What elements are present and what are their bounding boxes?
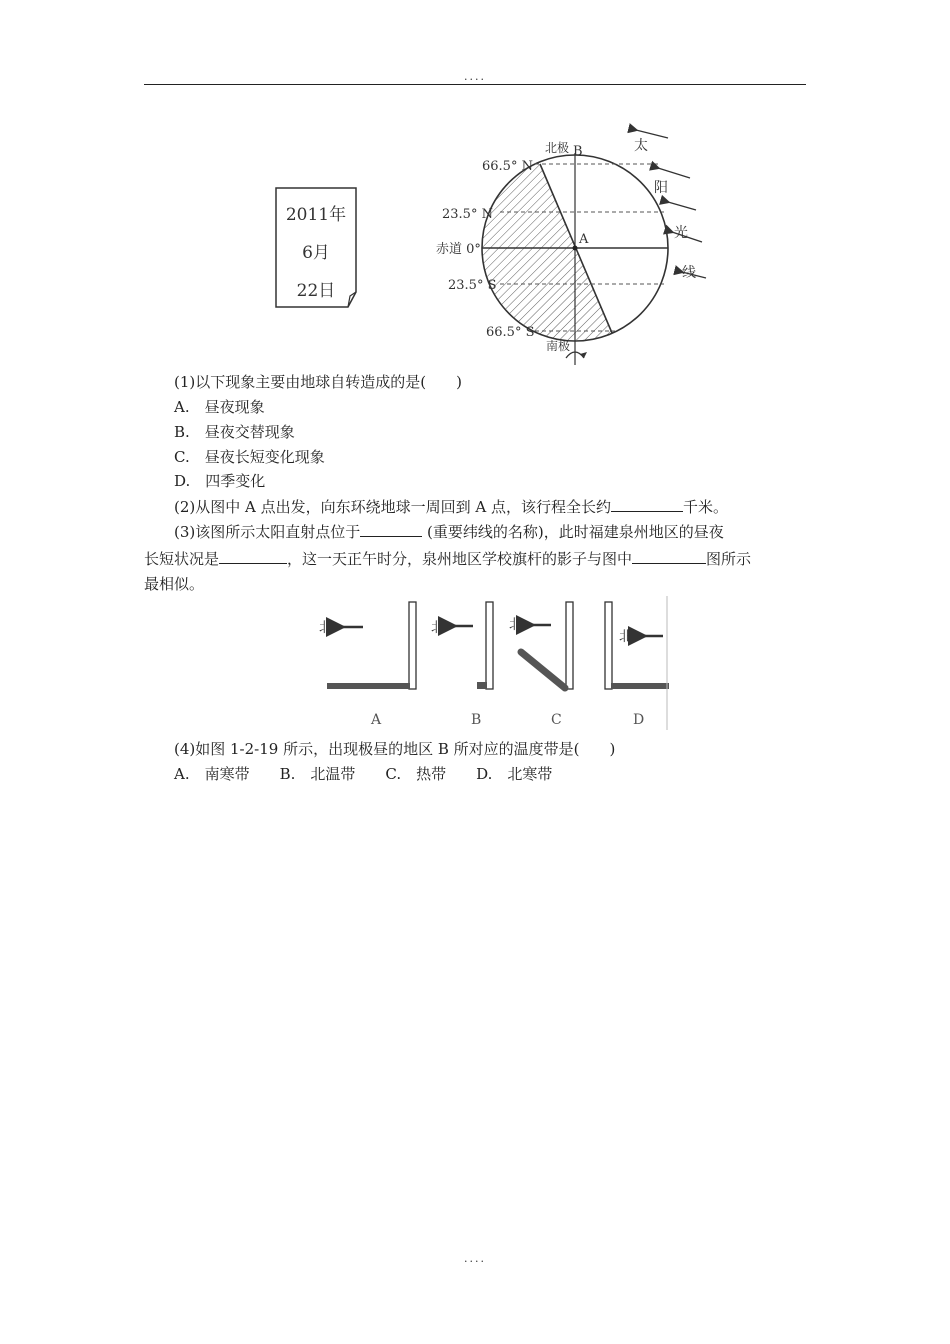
q1-option-a: A. 昼夜现象 <box>174 398 265 416</box>
panel-label-a: A <box>371 712 382 728</box>
lat-235s-label: 23.5° S <box>448 278 497 293</box>
north-label-c: 北 <box>509 617 523 633</box>
q2-text-2: 千米。 <box>683 498 729 516</box>
q2-line <box>174 497 728 516</box>
panel-d <box>605 596 669 730</box>
q3-text-2: (重要纬线的名称)，此时福建泉州地区的昼夜 <box>422 523 724 541</box>
q3-text-4: ，这一天正午时分，泉州地区学校旗杆的影子与图中 <box>287 550 633 568</box>
point-a-label: A <box>579 232 589 247</box>
q1-option-b: B. 昼夜交替现象 <box>174 423 295 441</box>
q4-option-d: D. 北寒带 <box>476 765 553 783</box>
q3-line-2 <box>144 549 751 568</box>
lat-665n-label: 66.5° N <box>482 159 533 174</box>
header-rule <box>144 84 806 85</box>
q3-line-3: 最相似。 <box>144 575 205 593</box>
q3-blank-figure[interactable] <box>632 549 706 564</box>
sunlight-char-3: 光 <box>674 225 688 241</box>
calendar <box>276 188 356 307</box>
q3-text-1: (3)该图所示太阳直射点位于 <box>174 523 361 541</box>
q3-text-3: 长短状况是 <box>144 550 220 568</box>
sunlight-char-4: 线 <box>682 265 696 281</box>
q4-options <box>174 765 552 783</box>
figure-flagpoles <box>315 596 675 734</box>
panel-label-d: D <box>633 712 645 728</box>
q4-option-c: C. 热带 <box>385 765 447 783</box>
q1-option-d: D. 四季变化 <box>174 472 266 490</box>
q4-option-b: B. 北温带 <box>279 765 356 783</box>
north-pole-label: 北极 <box>545 141 570 155</box>
south-pole-label: 南极 <box>546 339 571 353</box>
sunlight-char-2: 阳 <box>654 180 668 196</box>
q4-stem: (4)如图 1-2-19 所示，出现极昼的地区 B 所对应的温度带是( ) <box>174 740 616 758</box>
north-label-d: 北 <box>619 629 633 645</box>
figure-globe <box>270 120 720 365</box>
panel-label-b: B <box>471 712 482 728</box>
sunlight-char-1: 太 <box>634 138 648 154</box>
q2-answer-blank[interactable] <box>611 497 683 512</box>
q1-stem: (1)以下现象主要由地球自转造成的是( ) <box>174 373 462 391</box>
panel-c <box>509 602 573 728</box>
q3-blank-daylength[interactable] <box>219 549 287 564</box>
point-b-label: B <box>573 144 583 159</box>
calendar-month: 6月 <box>302 243 330 263</box>
panel-a <box>319 602 416 728</box>
calendar-year: 2011年 <box>285 205 347 225</box>
calendar-day: 22日 <box>296 281 336 301</box>
q1-option-c: C. 昼夜长短变化现象 <box>174 448 325 466</box>
equator-label: 赤道 0° <box>436 242 481 257</box>
panel-label-c: C <box>551 712 562 728</box>
header-dots: .... <box>464 70 486 83</box>
panel-b <box>431 602 493 728</box>
north-label-b: 北 <box>431 620 445 636</box>
lat-665s-label: 66.5° S <box>486 325 535 340</box>
north-label-a: 北 <box>319 620 333 636</box>
q3-text-5: 图所示 <box>706 550 752 568</box>
q2-text-1: (2)从图中 A 点出发，向东环绕地球一周回到 A 点，该行程全长约 <box>174 498 611 516</box>
q3-line-1 <box>174 522 724 541</box>
q4-option-a: A. 南寒带 <box>174 765 250 783</box>
footer-dots: .... <box>464 1252 486 1265</box>
q3-blank-latitude[interactable] <box>360 522 422 537</box>
lat-235n-label: 23.5° N <box>442 207 493 222</box>
